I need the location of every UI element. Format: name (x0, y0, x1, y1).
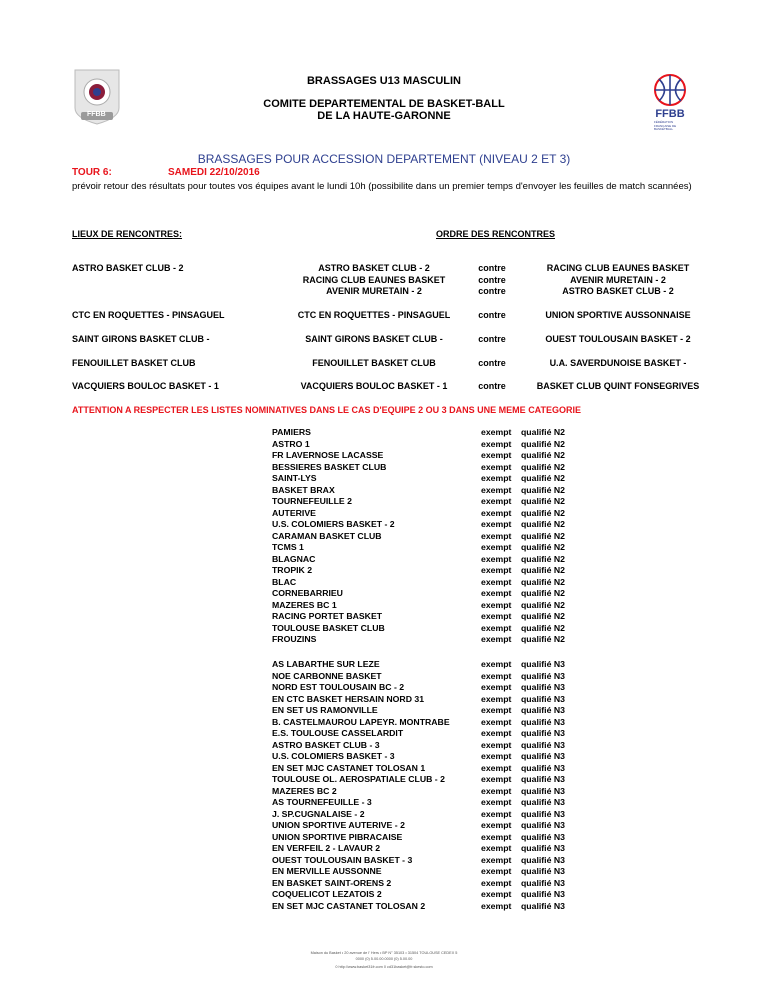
versus-labels: contre contre contre (478, 263, 506, 296)
team-name: ASTRO BASKET CLUB - 3 (272, 739, 380, 750)
list-item (272, 855, 722, 867)
venue-name: ASTRO BASKET CLUB - 2 (72, 263, 184, 273)
home-teams: CTC EN ROQUETTES - PINSAGUEL (297, 310, 451, 320)
team-name: EN CTC BASKET HERSAIN NORD 31 (272, 693, 425, 704)
team-name: EN SET US RAMONVILLE (272, 705, 378, 715)
versus-labels: contre (478, 358, 506, 368)
exempt-label: exempt (481, 866, 512, 876)
logo-left-label: FFBB (87, 111, 106, 118)
team-name: TROPIK 2 (272, 565, 313, 575)
exempt-label: exempt (481, 530, 512, 541)
team-name: MAZERES BC 2 (272, 785, 337, 796)
team-name: E.S. TOULOUSE CASSELARDIT (272, 728, 404, 738)
exempt-label: exempt (481, 611, 512, 621)
exempt-label: exempt (481, 774, 512, 784)
qualified-label: qualifié N3 (521, 831, 565, 842)
qualified-label: qualifié N3 (521, 797, 565, 807)
n3-qualified-list (272, 659, 722, 912)
exempt-label: exempt (481, 682, 512, 692)
team-name: NORD EST TOULOUSAIN BC - 2 (272, 682, 405, 692)
list-item (272, 519, 722, 531)
venue-row (0, 310, 768, 324)
qualified-label: qualifié N2 (521, 599, 565, 610)
n2-qualified-list (272, 427, 722, 646)
exempt-label: exempt (481, 693, 512, 704)
list-item (272, 659, 722, 671)
list-item (272, 623, 722, 635)
team-name: FROUZINS (272, 634, 317, 644)
exempt-label: exempt (481, 716, 512, 727)
list-item (272, 508, 722, 520)
qualified-label: qualifié N3 (521, 785, 565, 796)
qualified-label: qualifié N2 (521, 450, 565, 460)
exempt-label: exempt (481, 576, 512, 587)
team-name: EN SET MJC CASTANET TOLOSAN 1 (272, 762, 426, 773)
qualified-label: qualifié N3 (521, 889, 565, 899)
team-name: SAINT-LYS (272, 473, 317, 483)
exempt-label: exempt (481, 507, 512, 518)
qualified-label: qualifié N3 (521, 693, 565, 704)
tour-label: TOUR 6: (72, 167, 112, 178)
team-name: EN BASKET SAINT-ORENS 2 (272, 877, 392, 888)
away-teams: RACING CLUB EAUNES BASKET AVENIR MURETAIN - 2 ASTRO BASKET CLUB - 2 (546, 263, 690, 296)
list-item (272, 786, 722, 798)
qualified-label: qualifié N3 (521, 670, 565, 681)
list-item (272, 740, 722, 752)
list-item (272, 878, 722, 890)
list-item (272, 717, 722, 729)
qualified-label: qualifié N3 (521, 843, 565, 853)
team-name: EN VERFEIL 2 - LAVAUR 2 (272, 843, 381, 853)
team-name: PAMIERS (272, 427, 311, 437)
list-item (272, 439, 722, 451)
exempt-label: exempt (481, 450, 512, 460)
list-item (272, 809, 722, 821)
qualified-label: qualifié N3 (521, 854, 565, 865)
qualified-label: qualifié N2 (521, 576, 565, 587)
committee-line2: DE LA HAUTE-GARONNE (317, 110, 451, 122)
team-name: UNION SPORTIVE AUTERIVE - 2 (272, 820, 405, 830)
venue-row (0, 381, 768, 395)
logo-right-label: FFBB (655, 108, 685, 120)
venue-name: VACQUIERS BOULOC BASKET - 1 (72, 381, 219, 391)
team-name: TOULOUSE OL. AEROSPATIALE CLUB - 2 (272, 774, 445, 784)
qualified-label: qualifié N2 (521, 484, 565, 495)
versus-labels: contre (478, 381, 506, 391)
away-teams: U.A. SAVERDUNOISE BASKET - (549, 358, 687, 368)
qualified-label: qualifié N3 (521, 705, 565, 715)
list-item (272, 554, 722, 566)
document-title: BRASSAGES U13 MASCULIN (306, 75, 462, 87)
qualified-label: qualifié N3 (521, 900, 565, 911)
qualified-label: qualifié N3 (521, 751, 565, 761)
list-item (272, 682, 722, 694)
list-item (272, 427, 722, 439)
list-item (272, 462, 722, 474)
venue-row (0, 334, 768, 348)
qualified-label: qualifié N3 (521, 739, 565, 750)
team-name: EN MERVILLE AUSSONNE (272, 866, 382, 876)
exempt-label: exempt (481, 785, 512, 796)
main-title: BRASSAGES POUR ACCESSION DEPARTEMENT (NIVEAU 2 ET 3) (197, 152, 571, 166)
qualified-label: qualifié N2 (521, 496, 565, 506)
list-item (272, 797, 722, 809)
list-item (272, 565, 722, 577)
exempt-label: exempt (481, 728, 512, 738)
list-item (272, 774, 722, 786)
exempt-label: exempt (481, 843, 512, 853)
exempt-label: exempt (481, 519, 512, 529)
list-item (272, 485, 722, 497)
versus-labels: contre (478, 334, 506, 344)
qualified-label: qualifié N2 (521, 438, 565, 449)
list-item (272, 531, 722, 543)
exempt-label: exempt (481, 565, 512, 575)
home-teams: VACQUIERS BOULOC BASKET - 1 (300, 381, 448, 391)
exempt-label: exempt (481, 427, 512, 437)
list-item (272, 889, 722, 901)
team-name: TCMS 1 (272, 542, 304, 552)
qualified-label: qualifié N2 (521, 542, 565, 552)
list-item (272, 705, 722, 717)
exempt-label: exempt (481, 797, 512, 807)
list-item (272, 588, 722, 600)
list-item (272, 728, 722, 740)
exempt-label: exempt (481, 622, 512, 633)
team-name: BASKET BRAX (272, 484, 335, 495)
list-item (272, 600, 722, 612)
footer-address: Maison du Basket • 20 avenue de l' Hers • BP N° 35103 • 31504 TOULOUSE CEDEX 5 (310, 951, 458, 955)
venue-row (0, 263, 768, 296)
exempt-label: exempt (481, 820, 512, 830)
venues-label: LIEUX DE RENCONTRES: (72, 229, 183, 239)
exempt-label: exempt (481, 588, 512, 598)
list-item (272, 866, 722, 878)
qualified-label: qualifié N3 (521, 659, 565, 669)
qualified-label: qualifié N3 (521, 866, 565, 876)
team-name: CORNEBARRIEU (272, 588, 343, 598)
committee-line1: COMITE DEPARTEMENTAL DE BASKET-BALL (263, 98, 505, 110)
team-name: COQUELICOT LEZATOIS 2 (272, 889, 382, 899)
team-name: BESSIERES BASKET CLUB (272, 461, 387, 472)
team-name: AS LABARTHE SUR LEZE (272, 659, 380, 669)
team-name: CARAMAN BASKET CLUB (272, 530, 382, 541)
exempt-label: exempt (481, 473, 512, 483)
logo-right-sub: FÉDÉRATION FRANÇAISE DE BASKETBALL (654, 120, 677, 131)
qualified-label: qualifié N2 (521, 519, 565, 529)
list-item (272, 473, 722, 485)
team-name: AUTERIVE (272, 507, 316, 518)
team-name: B. CASTELMAUROU LAPEYR. MONTRABE (272, 716, 450, 727)
venue-row (0, 358, 768, 372)
qualified-label: qualifié N2 (521, 611, 565, 621)
team-name: U.S. COLOMIERS BASKET - 2 (272, 519, 395, 529)
list-item (272, 671, 722, 683)
venue-name: FENOUILLET BASKET CLUB (72, 358, 196, 368)
qualified-label: qualifié N3 (521, 682, 565, 692)
list-item (272, 694, 722, 706)
venue-name: CTC EN ROQUETTES - PINSAGUEL (72, 310, 225, 320)
order-label: ORDRE DES RENCONTRES (436, 229, 556, 239)
exempt-label: exempt (481, 831, 512, 842)
qualified-label: qualifié N3 (521, 716, 565, 727)
exempt-label: exempt (481, 739, 512, 750)
team-name: J. SP.CUGNALAISE - 2 (272, 808, 365, 819)
venue-name: SAINT GIRONS BASKET CLUB - (72, 334, 210, 344)
footer-web: 0 http://www.basket31fr.com 0 cd31basket@fr.skesto.com (335, 965, 433, 969)
exempt-label: exempt (481, 484, 512, 495)
list-item (272, 450, 722, 462)
list-item (272, 901, 722, 913)
qualified-label: qualifié N3 (521, 808, 565, 819)
list-item (272, 763, 722, 775)
list-item (272, 577, 722, 589)
away-teams: UNION SPORTIVE AUSSONNAISE (545, 310, 691, 320)
qualified-label: qualifié N2 (521, 565, 565, 575)
qualified-label: qualifié N2 (521, 634, 565, 644)
exempt-label: exempt (481, 877, 512, 888)
exempt-label: exempt (481, 854, 512, 865)
qualified-label: qualifié N2 (521, 473, 565, 483)
qualified-label: qualifié N2 (521, 530, 565, 541)
qualified-label: qualifié N2 (521, 622, 565, 633)
exempt-label: exempt (481, 599, 512, 610)
exempt-label: exempt (481, 438, 512, 449)
team-name: NOE CARBONNE BASKET (272, 670, 382, 681)
team-name: MAZERES BC 1 (272, 599, 337, 610)
exempt-label: exempt (481, 889, 512, 899)
qualified-label: qualifié N3 (521, 728, 565, 738)
team-name: BLAGNAC (272, 553, 316, 564)
exempt-label: exempt (481, 762, 512, 773)
exempt-label: exempt (481, 634, 512, 644)
exempt-label: exempt (481, 496, 512, 506)
team-name: BLAC (272, 576, 297, 587)
footer-phone: 0000 (0) 5.00.00.0000 (0) 5.00.00 (355, 957, 413, 961)
team-name: EN SET MJC CASTANET TOLOSAN 2 (272, 900, 426, 911)
qualified-label: qualifié N2 (521, 461, 565, 472)
qualified-label: qualifié N2 (521, 553, 565, 564)
exempt-label: exempt (481, 705, 512, 715)
qualified-label: qualifié N3 (521, 762, 565, 773)
exempt-label: exempt (481, 751, 512, 761)
tour-date: SAMEDI 22/10/2016 (168, 167, 260, 178)
qualified-label: qualifié N2 (521, 507, 565, 518)
results-note: prévoir retour des résultats pour toutes vos équipes avant le lundi 10h (possibilite dans un premier temps d'envoyer les feuilles de match scannées) (72, 181, 692, 192)
team-name: AS TOURNEFEUILLE - 3 (272, 797, 372, 807)
qualified-label: qualifié N3 (521, 774, 565, 784)
team-name: RACING PORTET BASKET (272, 611, 383, 621)
home-teams: SAINT GIRONS BASKET CLUB - (305, 334, 443, 344)
list-item (272, 843, 722, 855)
list-item (272, 634, 722, 646)
qualified-label: qualifié N2 (521, 427, 565, 437)
list-item (272, 611, 722, 623)
list-item (272, 542, 722, 554)
team-name: TOULOUSE BASKET CLUB (272, 622, 385, 633)
list-item (272, 832, 722, 844)
team-name: TOURNEFEUILLE 2 (272, 496, 352, 506)
versus-labels: contre (478, 310, 506, 320)
team-name: UNION SPORTIVE PIBRACAISE (272, 831, 403, 842)
team-name: FR LAVERNOSE LACASSE (272, 450, 384, 460)
qualified-label: qualifié N2 (521, 588, 565, 598)
warning-text: ATTENTION A RESPECTER LES LISTES NOMINATIVES DANS LE CAS D'EQUIPE 2 OU 3 DANS UNE MEME CATEGORIE (72, 405, 582, 415)
team-name: ASTRO 1 (272, 438, 310, 449)
exempt-label: exempt (481, 670, 512, 681)
exempt-label: exempt (481, 542, 512, 552)
team-name: OUEST TOULOUSAIN BASKET - 3 (272, 854, 413, 865)
qualified-label: qualifié N3 (521, 820, 565, 830)
home-teams: ASTRO BASKET CLUB - 2 RACING CLUB EAUNES BASKET AVENIR MURETAIN - 2 (302, 263, 446, 296)
list-item (272, 820, 722, 832)
away-teams: OUEST TOULOUSAIN BASKET - 2 (545, 334, 691, 344)
exempt-label: exempt (481, 659, 512, 669)
exempt-label: exempt (481, 900, 512, 911)
list-item (272, 496, 722, 508)
exempt-label: exempt (481, 808, 512, 819)
qualified-label: qualifié N3 (521, 877, 565, 888)
exempt-label: exempt (481, 553, 512, 564)
team-name: U.S. COLOMIERS BASKET - 3 (272, 751, 395, 761)
list-item (272, 751, 722, 763)
away-teams: BASKET CLUB QUINT FONSEGRIVES (536, 381, 700, 391)
exempt-label: exempt (481, 461, 512, 472)
home-teams: FENOUILLET BASKET CLUB (312, 358, 436, 368)
